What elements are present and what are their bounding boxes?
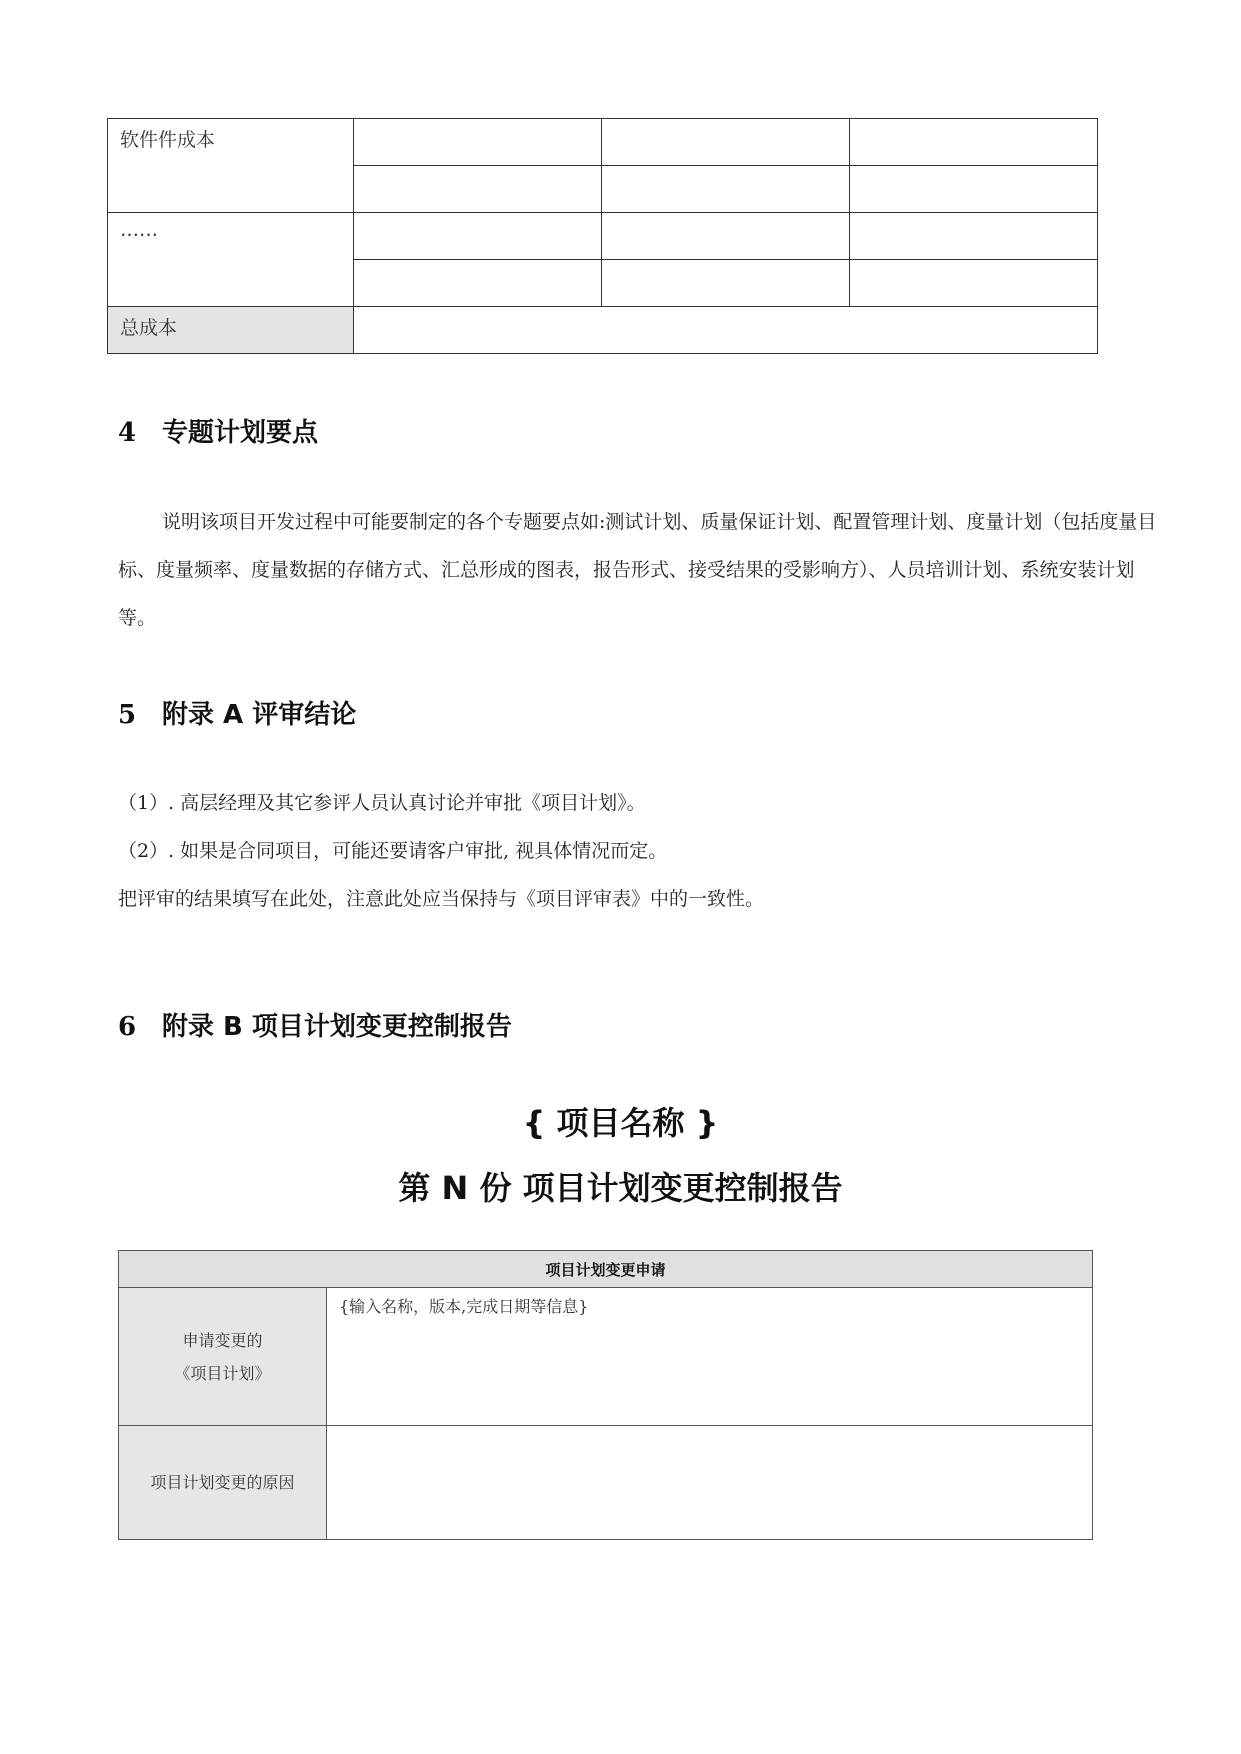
section-4-heading xyxy=(118,412,318,449)
section-6-heading xyxy=(118,1006,512,1043)
table-cell xyxy=(354,213,602,260)
table-row xyxy=(119,1426,1093,1540)
review-line-1: （1）. 高层经理及其它参评人员认真讨论并审批《项目计划》。 xyxy=(118,792,646,814)
table-row xyxy=(108,307,1098,354)
cost-table xyxy=(107,118,1098,354)
cost-label-ellipsis: …… xyxy=(108,213,354,307)
table-cell xyxy=(850,213,1098,260)
label-line: 申请变更的 xyxy=(182,1330,263,1350)
section-number: 4 xyxy=(118,418,137,448)
change-reason-label: 项目计划变更的原因 xyxy=(119,1426,327,1540)
table-cell xyxy=(602,119,850,166)
label-line: 《项目计划》 xyxy=(174,1363,271,1383)
section-4-paragraph: 说明该项目开发过程中可能要制定的各个专题要点如:测试计划、质量保证计划、配置管理计划、度量计划（包括度量目标、度量频率、度量数据的存储方式、汇总形成的图表，报告形式、接受结果的受影响方）、人员培训计划、系统安装计划等。 xyxy=(118,511,1157,629)
table-cell xyxy=(850,119,1098,166)
project-name-title: { 项目名称 } xyxy=(522,1104,719,1142)
table-row xyxy=(119,1288,1093,1426)
table-cell xyxy=(850,166,1098,213)
table-cell xyxy=(354,166,602,213)
change-plan-label xyxy=(119,1288,327,1426)
change-request-table xyxy=(118,1250,1093,1540)
report-title: 第 N 份 项目计划变更控制报告 xyxy=(398,1169,843,1207)
table-row xyxy=(108,213,1098,260)
change-plan-input[interactable]: {输入名称，版本,完成日期等信息} xyxy=(327,1288,1093,1426)
section-number: 5 xyxy=(118,700,137,730)
table-cell xyxy=(354,260,602,307)
table-row xyxy=(119,1251,1093,1288)
table-row xyxy=(108,119,1098,166)
table-cell xyxy=(602,213,850,260)
table-cell xyxy=(602,166,850,213)
cost-label-total: 总成本 xyxy=(108,307,354,354)
section-title: 附录 A 评审结论 xyxy=(162,700,357,730)
change-table-header: 项目计划变更申请 xyxy=(119,1251,1093,1288)
table-cell xyxy=(850,260,1098,307)
review-line-3: 把评审的结果填写在此处，注意此处应当保持与《项目评审表》中的一致性。 xyxy=(118,888,765,910)
change-reason-input[interactable] xyxy=(327,1426,1093,1540)
total-cost-cell xyxy=(354,307,1098,354)
table-cell xyxy=(354,119,602,166)
section-title: 专题计划要点 xyxy=(162,418,319,448)
table-cell xyxy=(602,260,850,307)
section-number: 6 xyxy=(118,1012,137,1042)
section-5-heading xyxy=(118,694,356,731)
section-title: 附录 B 项目计划变更控制报告 xyxy=(162,1012,512,1042)
review-line-2: （2）. 如果是合同项目，可能还要请客户审批, 视具体情况而定。 xyxy=(118,840,668,862)
cost-label-software: 软件件成本 xyxy=(108,119,354,213)
